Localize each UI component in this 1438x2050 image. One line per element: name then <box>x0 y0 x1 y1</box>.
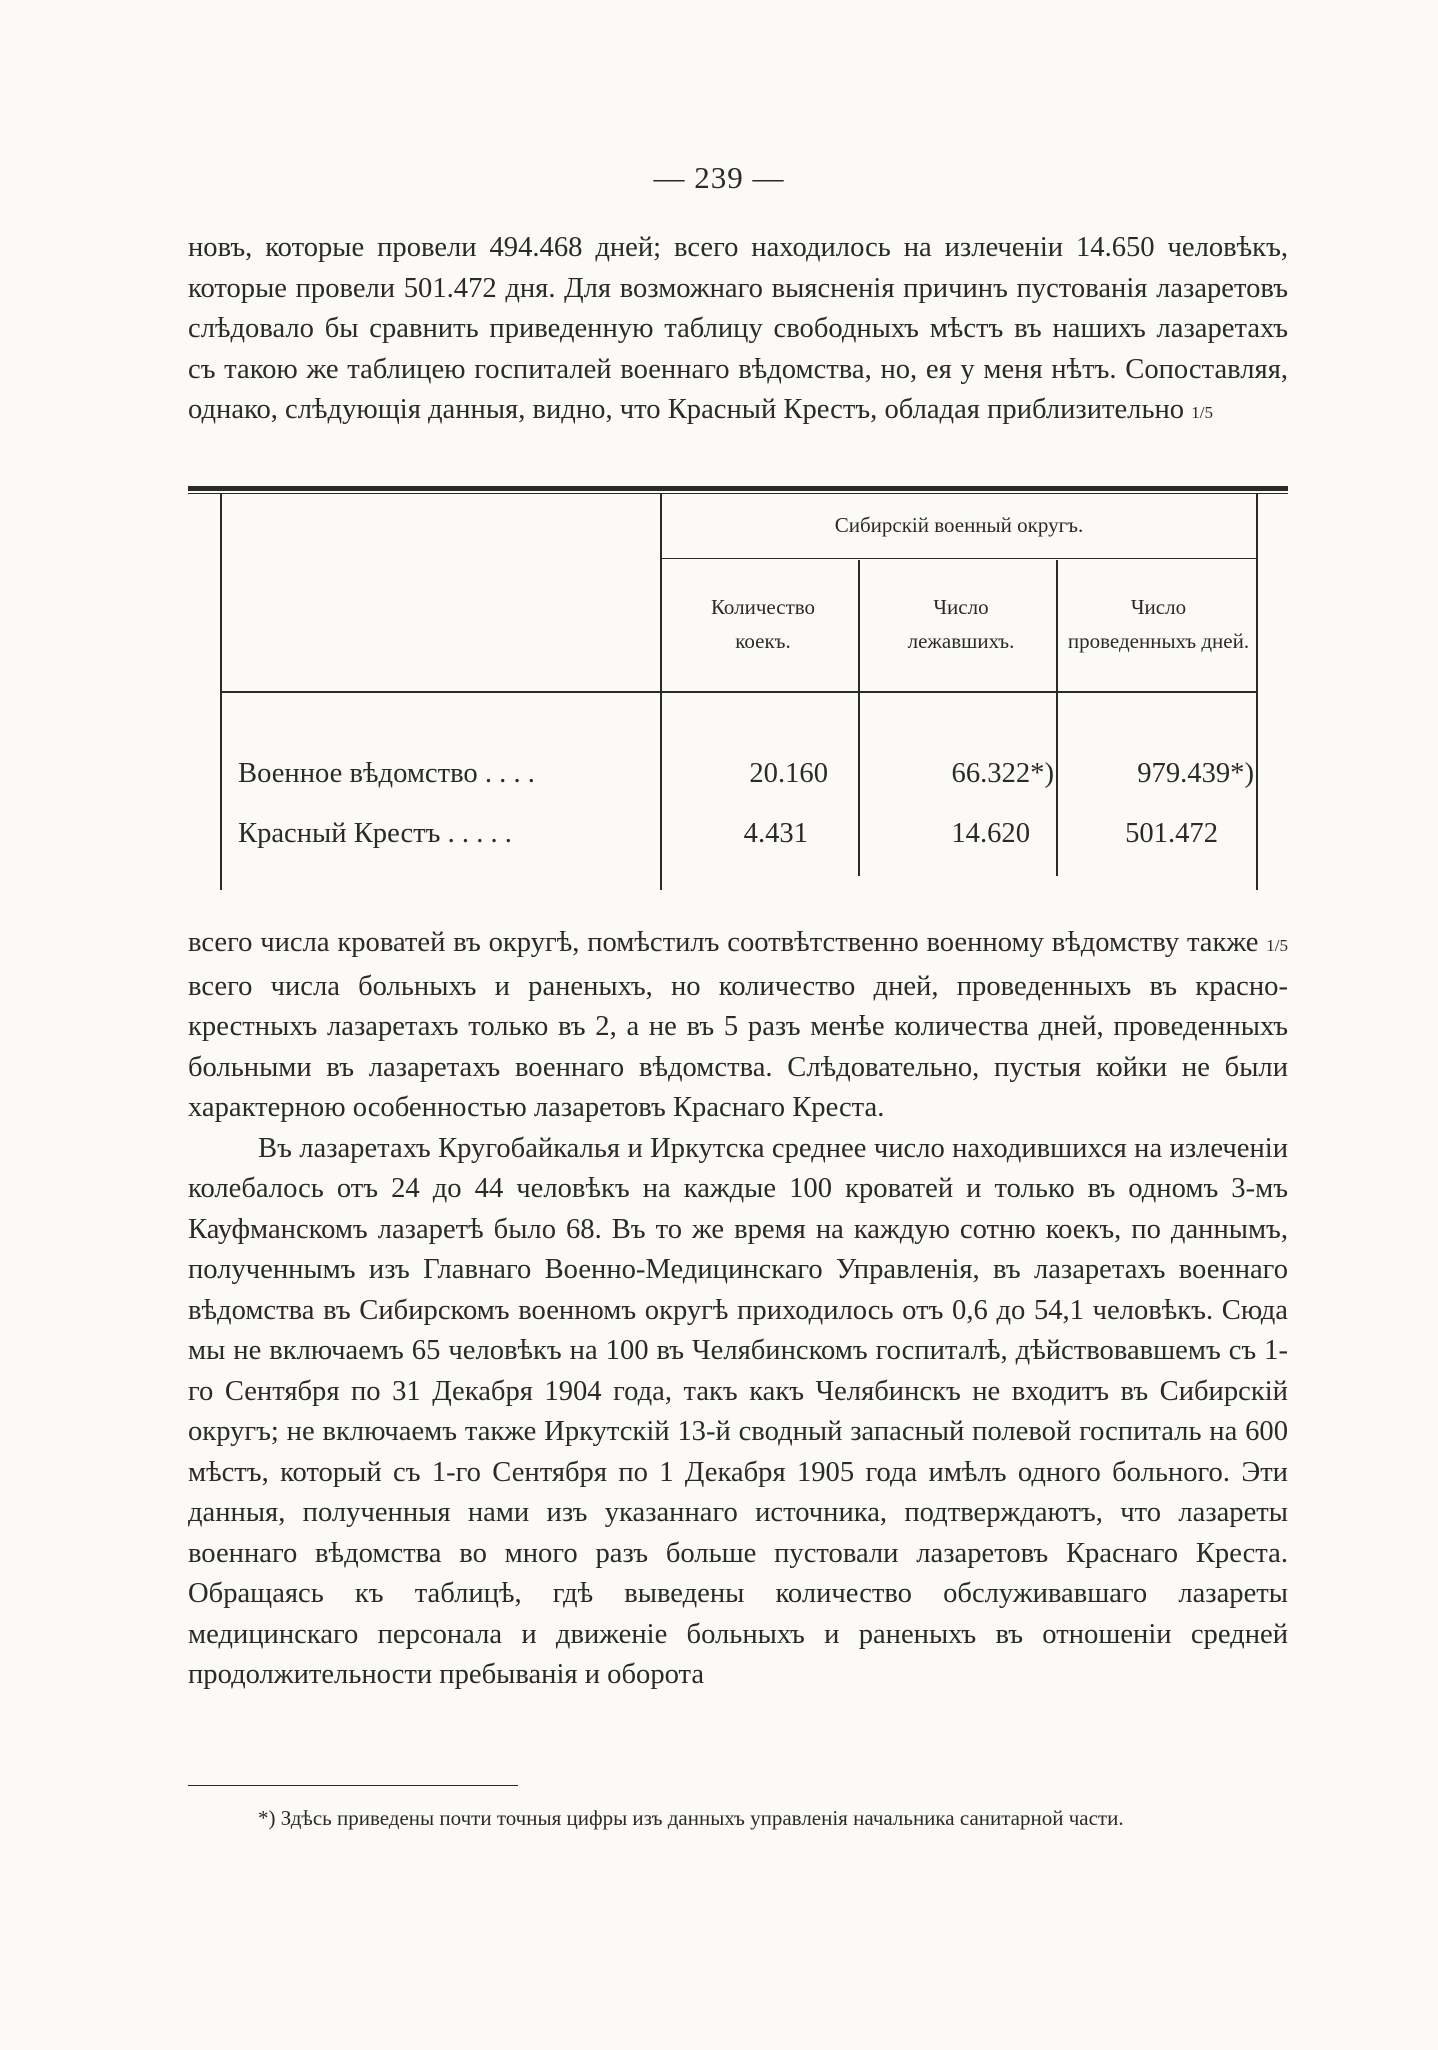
paragraph-3: Въ лазаретахъ Кругобайкалья и Иркутска среднее число находившихся на излеченіи колебалось отъ 24 до 44 человѣкъ на каждые 100 кроватей и только въ одномъ 3-мъ Кауфманскомъ лазаретѣ было 68. Въ то же время на каждую сотню коекъ, по даннымъ, полученнымъ изъ Главнаго Военно-Медицинскаго Управленія, въ лазаретахъ военнаго вѣдомства въ Сибирскомъ военномъ округѣ приходилось отъ 0,6 до 54,1 человѣкъ. Сюда мы не включаемъ 65 человѣкъ на 100 въ Челябинскомъ госпиталѣ, дѣйствовавшемъ съ 1-го Сентября по 31 Декабря 1904 года, такъ какъ Челябинскъ не входитъ въ Сибирскій округъ; не включаемъ также Иркутскій 13-й сводный запасный полевой госпиталь на 600 мѣстъ, который съ 1-го Сентября по 1 Декабря 1905 года имѣлъ одного больного. Эти данныя, полученныя нами изъ указаннаго источника, подтверждаютъ, что лазареты военнаго вѣдомства во много разъ больше пустовали лазаретовъ Краснаго Креста. Обращаясь къ таблицѣ, гдѣ выведены количество обслуживавшаго лазареты медицинскаго персонала и движеніе больныхъ и раненыхъ въ отношеніи средней продолжительности пребыванія и оборота <box>188 1132 1288 1690</box>
value-military-patients: 66.322*) <box>951 758 1054 789</box>
paragraph-1 <box>188 228 1288 434</box>
fraction-one-fifth-2: 1/5 <box>1266 936 1288 955</box>
footnote: *) Здѣсь приведены почти точныя цифры изъ данныхъ управленія начальника санитарной части. <box>258 1806 1124 1830</box>
body-text <box>188 923 1288 1696</box>
table-top-rule-thin <box>188 493 1288 494</box>
statistics-table <box>188 486 1288 892</box>
value-red-cross-days: 501.472 <box>1125 818 1218 849</box>
table-col-separator-2 <box>1056 560 1058 876</box>
column-header-days: Число проведенныхъ дней. <box>1067 595 1250 653</box>
group-header-rule <box>660 558 1258 559</box>
paragraph-1-text: новъ, которые провели 494.468 дней; всего находилось на излеченіи 14.650 человѣкъ, которые провели 501.472 дня. Для возможнаго выясненія причинъ пустованія лазаретовъ слѣдовало бы сравнить приведенную таблицу свободныхъ мѣстъ въ нашихъ лазаретахъ съ такою же таблицею госпиталей военнаго вѣдомства, но, ея у меня нѣтъ. Сопоставляя, однако, слѣдующія данныя, видно, что Красный Крестъ, обладая приблизительно <box>188 232 1288 425</box>
column-header-patients: Число лежавшихъ. <box>907 595 1015 653</box>
header-bottom-rule <box>220 691 1258 693</box>
group-header: Сибирскій военный округъ. <box>834 513 1084 537</box>
row-label-red-cross: Красный Крестъ . . . . . <box>238 818 512 849</box>
page-number: — 239 — <box>653 160 785 195</box>
value-military-beds: 20.160 <box>749 758 828 789</box>
table-top-rule <box>188 486 1288 491</box>
column-header-beds: Количество коекъ. <box>710 595 816 653</box>
paragraph-2: всего числа кроватей въ округѣ, помѣстилъ соотвѣтственно военному вѣдомству также 1/5 всего числа больныхъ и раненыхъ, но количество дней, проведенныхъ въ красно-крестныхъ лазаретахъ только въ 2, а не въ 5 разъ менѣе количества дней, проведенныхъ больными въ лазаретахъ военнаго вѣдомства. Слѣдовательно, пустыя койки не были характерною особенностью лазаретовъ Краснаго Креста. <box>188 927 1288 1123</box>
footnote-rule <box>188 1785 518 1786</box>
value-red-cross-patients: 14.620 <box>951 818 1030 849</box>
value-red-cross-beds: 4.431 <box>743 818 808 849</box>
fraction-one-fifth: 1/5 <box>1191 403 1213 422</box>
row-label-military: Военное вѣдомство . . . . <box>238 758 535 789</box>
table-col-separator-1 <box>858 560 860 876</box>
value-military-days: 979.439*) <box>1137 758 1254 789</box>
